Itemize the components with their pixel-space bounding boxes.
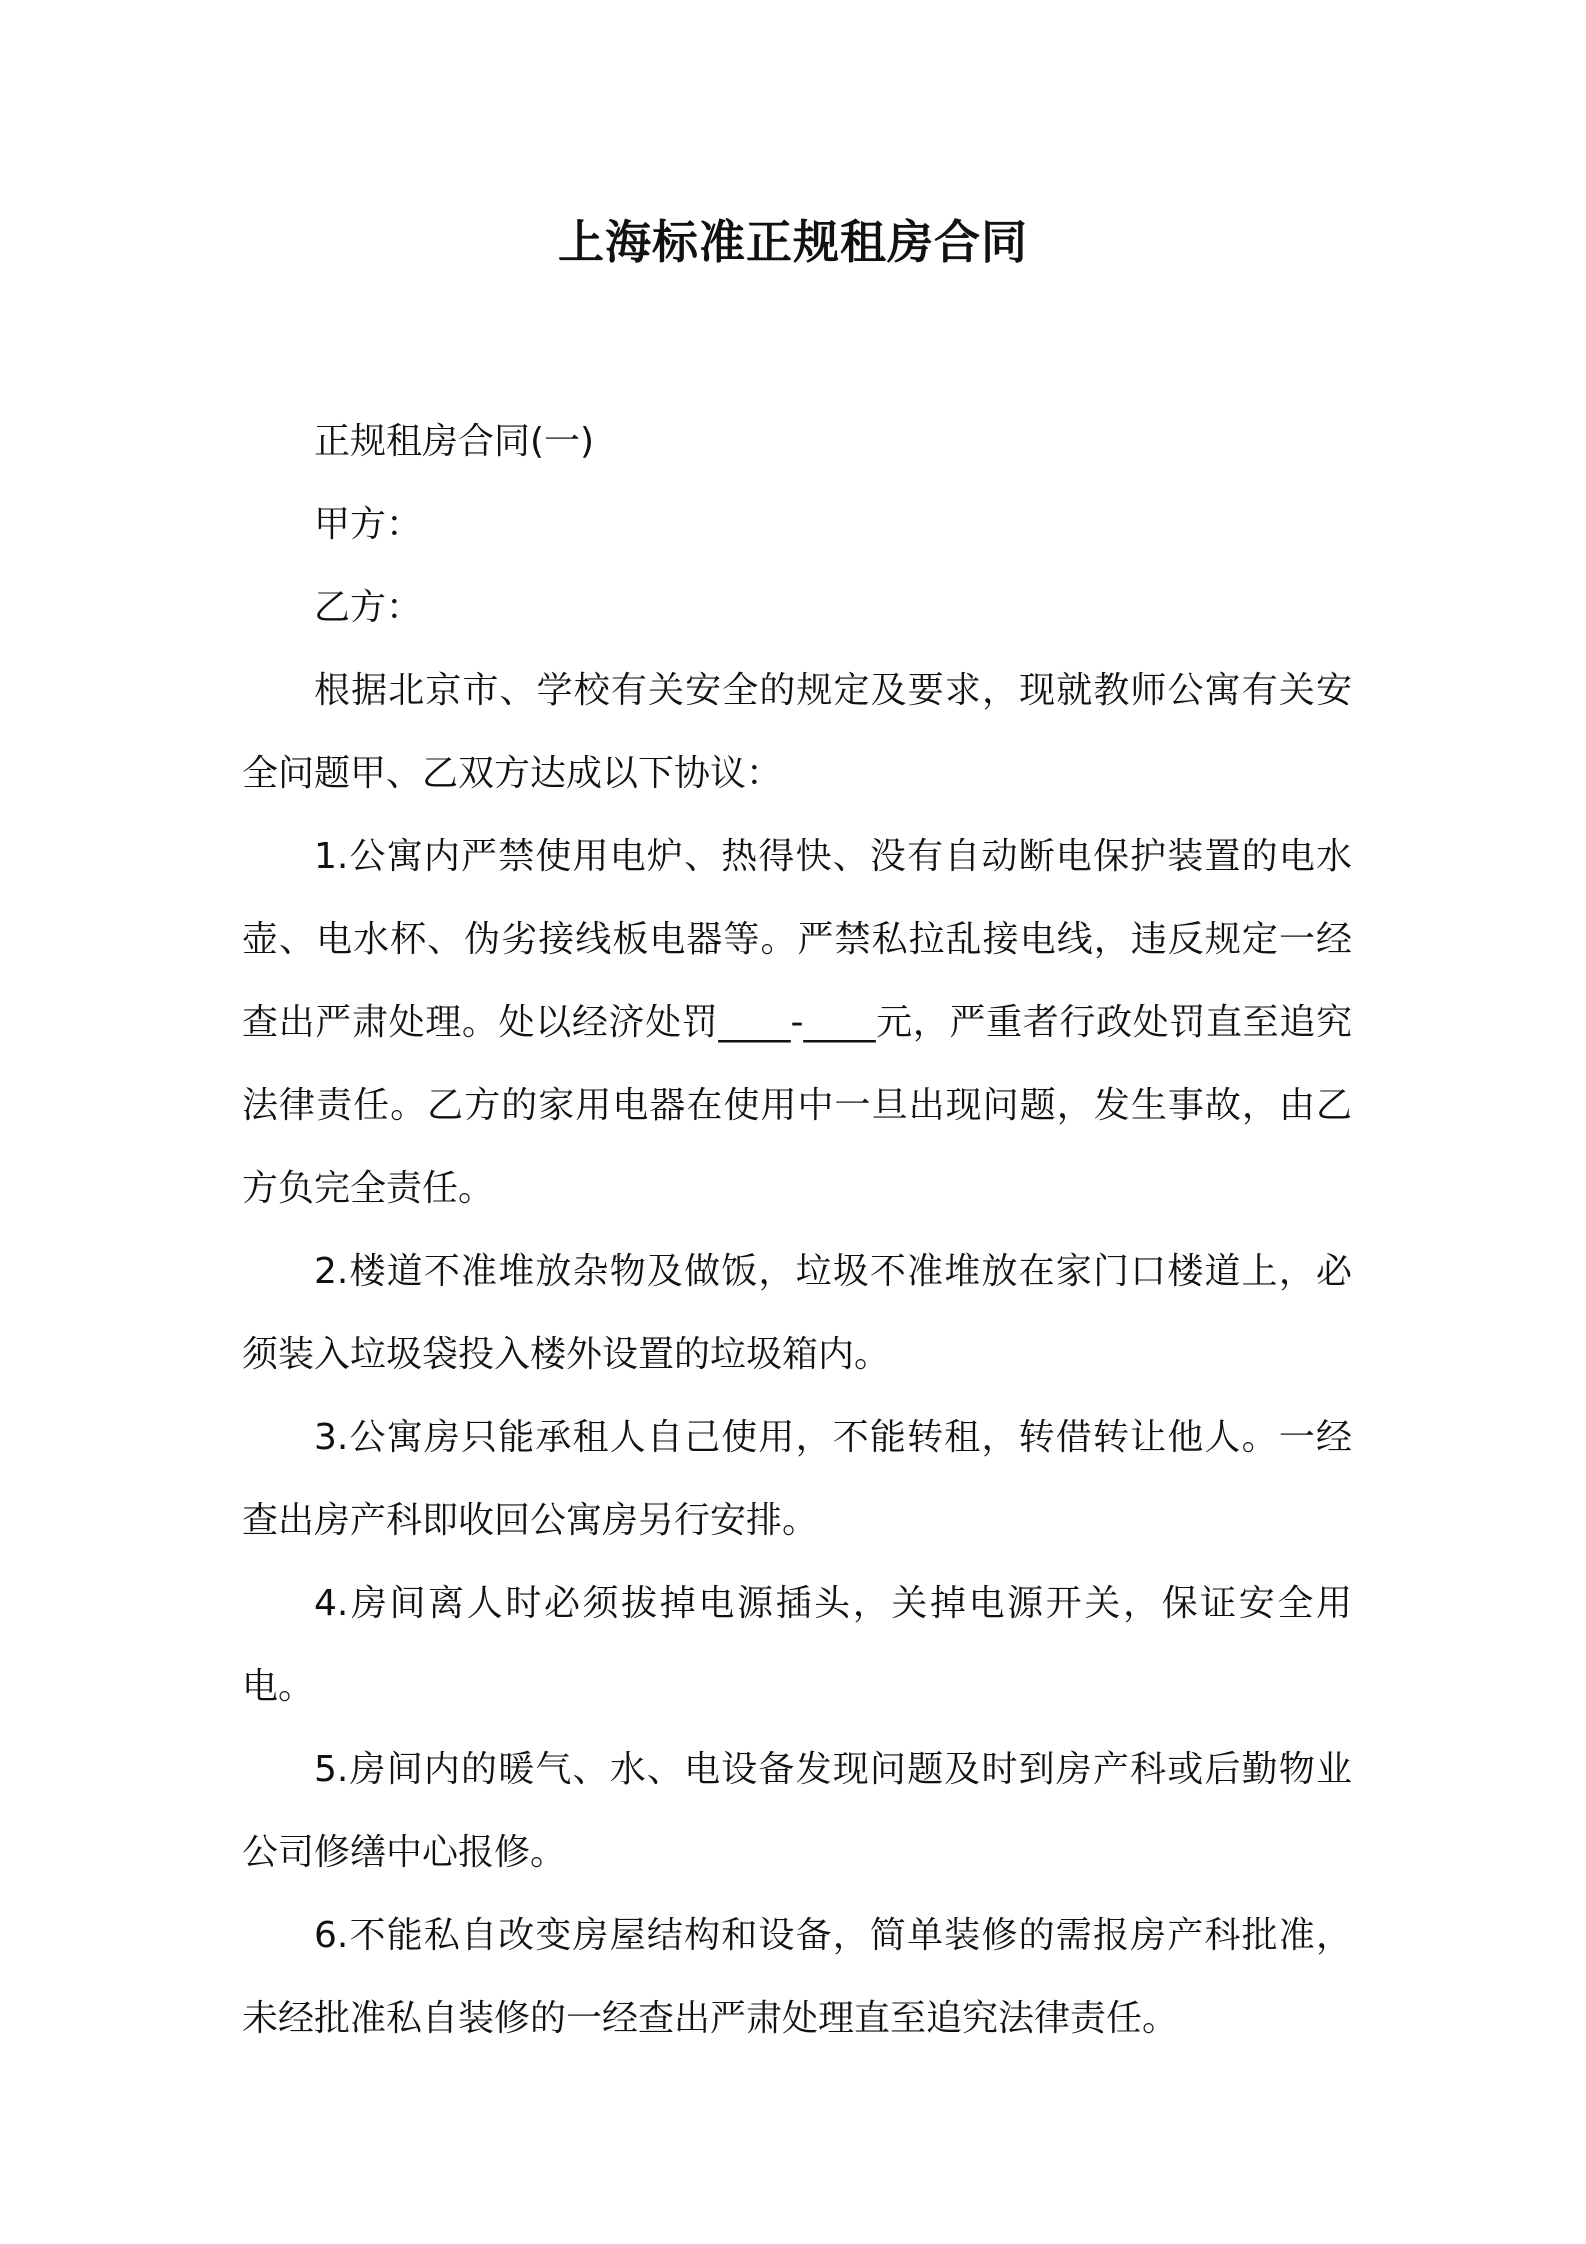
party-a-line: 甲方： [314, 504, 423, 545]
preamble-paragraph: 根据北京市、学校有关安全的规定及要求，现就教师公寓有关安全问题甲、乙双方达成以下协议： [242, 670, 1352, 794]
clause-5: 5.房间内的暖气、水、电设备发现问题及时到房产科或后勤物业公司修缮中心报修。 [242, 1749, 1352, 1873]
document-title: 上海标准正规租房合同 [558, 215, 1028, 269]
contract-subtitle: 正规租房合同(一) [314, 421, 595, 462]
clause-4: 4.房间离人时必须拔掉电源插头，关掉电源开关，保证安全用电。 [242, 1583, 1352, 1707]
clause-6: 6.不能私自改变房屋结构和设备，简单装修的需报房产科批准，未经批准私自装修的一经查出严肃处理直至追究法律责任。 [242, 1915, 1352, 2039]
document-body [242, 400, 1352, 2060]
clause-3: 3.公寓房只能承租人自己使用，不能转租，转借转让他人。一经查出房产科即收回公寓房另行安排。 [242, 1417, 1352, 1541]
party-b-line: 乙方： [314, 587, 423, 628]
clause-1: 1.公寓内严禁使用电炉、热得快、没有自动断电保护装置的电水壶、电水杯、伪劣接线板电器等。严禁私拉乱接电线，违反规定一经查出严肃处理。处以经济处罚____-____元，严重者行政处罚直至追究法律责任。乙方的家用电器在使用中一旦出现问题，发生事故，由乙方负完全责任。 [242, 836, 1352, 1209]
clause-2: 2.楼道不准堆放杂物及做饭，垃圾不准堆放在家门口楼道上，必须装入垃圾袋投入楼外设置的垃圾箱内。 [242, 1251, 1352, 1375]
